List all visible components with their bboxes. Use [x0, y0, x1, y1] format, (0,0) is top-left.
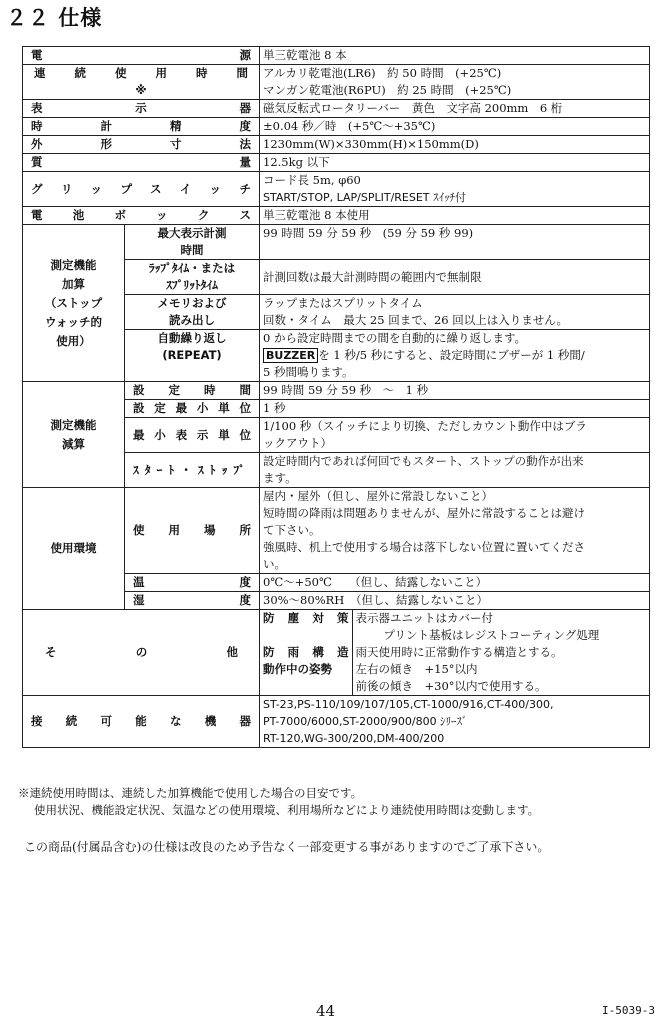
place-line: 強風時、机上で使用する場合は落下しない位置に置いてくださ [263, 540, 585, 554]
row-display [23, 100, 650, 118]
label-memory [125, 295, 260, 330]
page-number: 44 [316, 1002, 336, 1020]
footnotes [18, 785, 653, 819]
value-weight: 12.5kg 以下 [260, 154, 650, 172]
spec-table [22, 46, 650, 748]
closing-notice: この商品(付属品含む)の仕様は改良のため予告なく一部変更する事がありますのでご了承下さい。 [24, 840, 550, 854]
runtime-manganese: マンガン乾電池(R6PU) 約 25 時間 (+25℃) [263, 83, 512, 97]
memory-line: 回数・タイム 最大 25 回まで、26 回以上は入りません。 [263, 313, 568, 327]
place-line: い。 [263, 557, 286, 571]
value-connectable [260, 696, 650, 748]
row-grip [23, 172, 650, 207]
value-battery-box: 単三乾電池 8 本使用 [260, 207, 650, 225]
runtime-alkaline: アルカリ乾電池(LR6) 約 50 時間 (+25℃) [263, 66, 502, 80]
row-place [23, 488, 650, 574]
max-time-label-line: 時間 [180, 243, 204, 257]
label-start-stop: ｽﾀｰﾄ・ｽﾄｯﾌﾟ [125, 453, 260, 488]
document-id: I-5039-3 [602, 1004, 655, 1017]
memory-label-line: 読み出し [169, 313, 215, 327]
repeat-line [263, 347, 646, 364]
value-grip [260, 172, 650, 207]
stopwatch-group-line: 測定機能 [50, 257, 97, 272]
other-inner-row [23, 644, 260, 661]
footnote-1: ※連続使用時間は、連続した加算機能で使用した場合の目安です。 [18, 786, 363, 800]
value-place [260, 488, 650, 574]
start-stop-line: 設定時間内であれば何回でもスタート、ストップの動作が出来 [263, 454, 584, 468]
group-environment: 使用環境 [23, 488, 125, 610]
start-stop-line: ます。 [263, 471, 297, 485]
stopwatch-group-line: ウォッチ的 [44, 314, 103, 329]
value-rain: 雨天使用時に正常動作する構造とする。 [355, 645, 563, 659]
connectable-line: ST-23,PS-110/109/107/105,CT-1000/916,CT-400/300, [263, 698, 554, 711]
row-dimensions [23, 136, 650, 154]
label-dust: 防塵対策 [263, 611, 349, 625]
place-line: 屋内・屋外（但し、屋外に常設しないこと） [263, 489, 493, 503]
label-display: 表示器 [23, 100, 260, 118]
label-grip: グリップスイッチ [23, 172, 260, 207]
repeat-line-text: を 1 秒/5 秒にすると、設定時間にブザーが 1 秒間/ [318, 348, 585, 362]
row-weight [23, 154, 650, 172]
label-accuracy: 時計精度 [23, 118, 260, 136]
other-detail-row [260, 610, 649, 695]
value-accuracy: ±0.04 秒／時 (+5℃～+35℃) [260, 118, 650, 136]
repeat-label-line: 自動繰り返し [157, 331, 227, 345]
label-humidity: 湿度 [125, 592, 260, 610]
value-dust: 表示器ユニットはカバー付 [355, 611, 494, 625]
lap-label-line: ｽﾌﾟﾘｯﾄﾀｲﾑ [166, 278, 218, 292]
min-display-line: 1/100 秒（スイッチにより切換、ただしカウント動作中はブラ [263, 419, 587, 433]
row-accuracy [23, 118, 650, 136]
label-battery-box: 電池ボックス [23, 207, 260, 225]
other-values [352, 610, 649, 695]
stopwatch-group-line: 使用） [56, 333, 91, 348]
stopwatch-group-line: 加算 [62, 276, 85, 291]
value-repeat [260, 330, 650, 382]
group-stopwatch [23, 225, 125, 382]
value-temperature: 0℃～+50℃ （但し、結露しないこと） [260, 574, 650, 592]
repeat-line: 5 秒間鳴ります。 [263, 365, 354, 379]
place-line: 短時間の降雨は問題ありませんが、屋外に常設することは避け [263, 506, 585, 520]
countdown-group-line: 減算 [62, 436, 85, 451]
countdown-group-line: 測定機能 [50, 417, 97, 432]
other-label-spacer [263, 678, 349, 695]
other-value-cell [260, 610, 650, 696]
place-line: て下さい。 [263, 523, 321, 537]
repeat-label-line: (REPEAT) [162, 348, 222, 362]
row-other [23, 610, 650, 696]
label-min-unit: 設定最小単位 [125, 400, 260, 418]
label-rain: 防雨構造 [263, 645, 349, 659]
label-runtime [23, 65, 260, 100]
connectable-line: PT-7000/6000,ST-2000/900/800 ｼﾘｰｽﾞ [263, 715, 468, 728]
group-countdown [23, 382, 125, 488]
stopwatch-group-line: （ストップ [44, 295, 103, 310]
value-memory [260, 295, 650, 330]
memory-line: ラップまたはスプリットタイム [263, 296, 423, 310]
label-temperature: 温度 [125, 574, 260, 592]
row-runtime [23, 65, 650, 100]
label-max-time [125, 225, 260, 260]
value-tilt: 前後の傾き +30°以内で使用する。 [355, 679, 547, 693]
value-min-display [260, 418, 650, 453]
min-display-line: ックアウト） [263, 436, 332, 450]
group-other: その他 [45, 645, 238, 659]
value-max-time: 99 時間 59 分 59 秒 (59 分 59 秒 99) [260, 225, 650, 260]
other-label-spacer [263, 627, 349, 644]
value-dust: プリント基板はレジストコーティング処理 [383, 628, 600, 642]
label-weight: 質量 [23, 154, 260, 172]
label-connectable: 接続可能な機器 [23, 696, 260, 748]
row-battery-box [23, 207, 650, 225]
page-title: ２２ 仕様 [6, 6, 103, 30]
label-power: 電源 [23, 47, 260, 65]
grip-switches: START/STOP, LAP/SPLIT/RESET ｽｲｯﾁ付 [263, 191, 467, 204]
value-tilt: 左右の傾き +15°以内 [355, 662, 478, 676]
memory-label-line: メモリおよび [157, 296, 227, 310]
value-humidity: 30%～80%RH （但し、結露しないこと） [260, 592, 650, 610]
buzzer-key-label: BUZZER [263, 348, 318, 363]
label-place: 使用場所 [125, 488, 260, 574]
row-set-time [23, 382, 650, 400]
row-connectable [23, 696, 650, 748]
value-min-unit: 1 秒 [260, 400, 650, 418]
runtime-mark: ※ [135, 83, 147, 97]
label-dimensions: 外形寸法 [23, 136, 260, 154]
other-detail-table [260, 610, 649, 695]
label-repeat [125, 330, 260, 382]
value-set-time: 99 時間 59 分 59 秒 ～ 1 秒 [260, 382, 650, 400]
value-power: 単三乾電池 8 本 [260, 47, 650, 65]
label-set-time: 設定時間 [125, 382, 260, 400]
value-display: 磁気反転式ロータリーバー 黄色 文字高 200mm 6 桁 [260, 100, 650, 118]
grip-cord: コード長 5m, φ60 [263, 173, 361, 187]
repeat-line: 0 から設定時間までの間を自動的に繰り返します。 [263, 331, 527, 345]
row-power [23, 47, 650, 65]
label-lap-split [125, 260, 260, 295]
value-start-stop [260, 453, 650, 488]
other-inner-table [23, 644, 260, 661]
other-label-cell [23, 610, 260, 696]
value-dimensions: 1230mm(W)×330mm(H)×150mm(D) [260, 136, 650, 154]
connectable-line: RT-120,WG-300/200,DM-400/200 [263, 732, 445, 745]
label-tilt: 動作中の姿勢 [263, 662, 332, 676]
value-runtime [260, 65, 650, 100]
runtime-label-text: 連続使用時間 [34, 66, 248, 80]
footnote-2: 使用状況、機能設定状況、気温などの使用環境、利用場所などにより連続使用時間は変動します。 [34, 803, 540, 817]
max-time-label-line: 最大表示計測 [157, 226, 227, 240]
label-min-display: 最小表示単位 [125, 418, 260, 453]
value-lap-split: 計測回数は最大計測時間の範囲内で無制限 [260, 260, 650, 295]
lap-label-line: ﾗｯﾌﾟﾀｲﾑ・または [148, 261, 236, 275]
row-max-time [23, 225, 650, 260]
other-labels [260, 610, 352, 695]
